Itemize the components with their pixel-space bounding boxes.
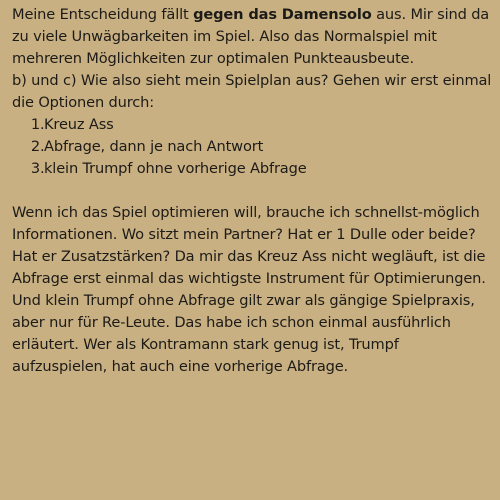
decision-bold-text: gegen das Damensolo — [193, 6, 372, 23]
list-item-number: 3 — [30, 160, 40, 177]
list-item: 3 . klein Trumpf ohne vorherige Abfrage — [12, 158, 496, 180]
list-item: 2 . Abfrage, dann je nach Antwort — [12, 136, 496, 158]
decision-text-after: aus. Mir sind da zu viele Unwägbarkeiten im Spiel. Also das Normalspiel mit mehreren Möglichkeiten zur optimalen Punkteausbeute. — [12, 6, 490, 67]
list-item-text: Abfrage, dann je nach Antwort — [44, 138, 264, 155]
options-list — [12, 114, 496, 180]
list-item-number: 2 — [30, 138, 40, 155]
paragraph-optimization: Wenn ich das Spiel optimieren will, brauche ich schnellst-möglich Informationen. Wo sitzt mein Partner? Hat er 1 Dulle oder beide? Hat er Zusatzstärken? Da mir das Kreuz Ass nicht wegläuft, ist die Abfrage erst einmal das wichtigste Instrument für Optimierungen. Und klein Trumpf ohne Abfrage gilt zwar als gängige Spielpraxis, aber nur für Re-Leute. Das habe ich schon einmal ausführlich erläutert. Wer als Kontramann stark genug ist, Trumpf aufzuspielen, hat auch eine vorherige Abfrage. — [12, 204, 486, 375]
list-item: 1 . Kreuz Ass — [12, 114, 496, 136]
list-item-number: 1 — [30, 116, 40, 133]
list-item-text: Kreuz Ass — [44, 116, 114, 133]
paragraph-decision — [12, 4, 496, 70]
list-item-text: klein Trumpf ohne vorherige Abfrage — [44, 160, 307, 177]
paragraph-spielplan: b) und c) Wie also sieht mein Spielplan aus? Gehen wir erst einmal die Optionen durch: — [12, 72, 492, 111]
decision-text-before: Meine Entscheidung fällt — [12, 6, 194, 23]
document-body — [12, 4, 496, 378]
paragraph-spacer — [12, 180, 496, 202]
